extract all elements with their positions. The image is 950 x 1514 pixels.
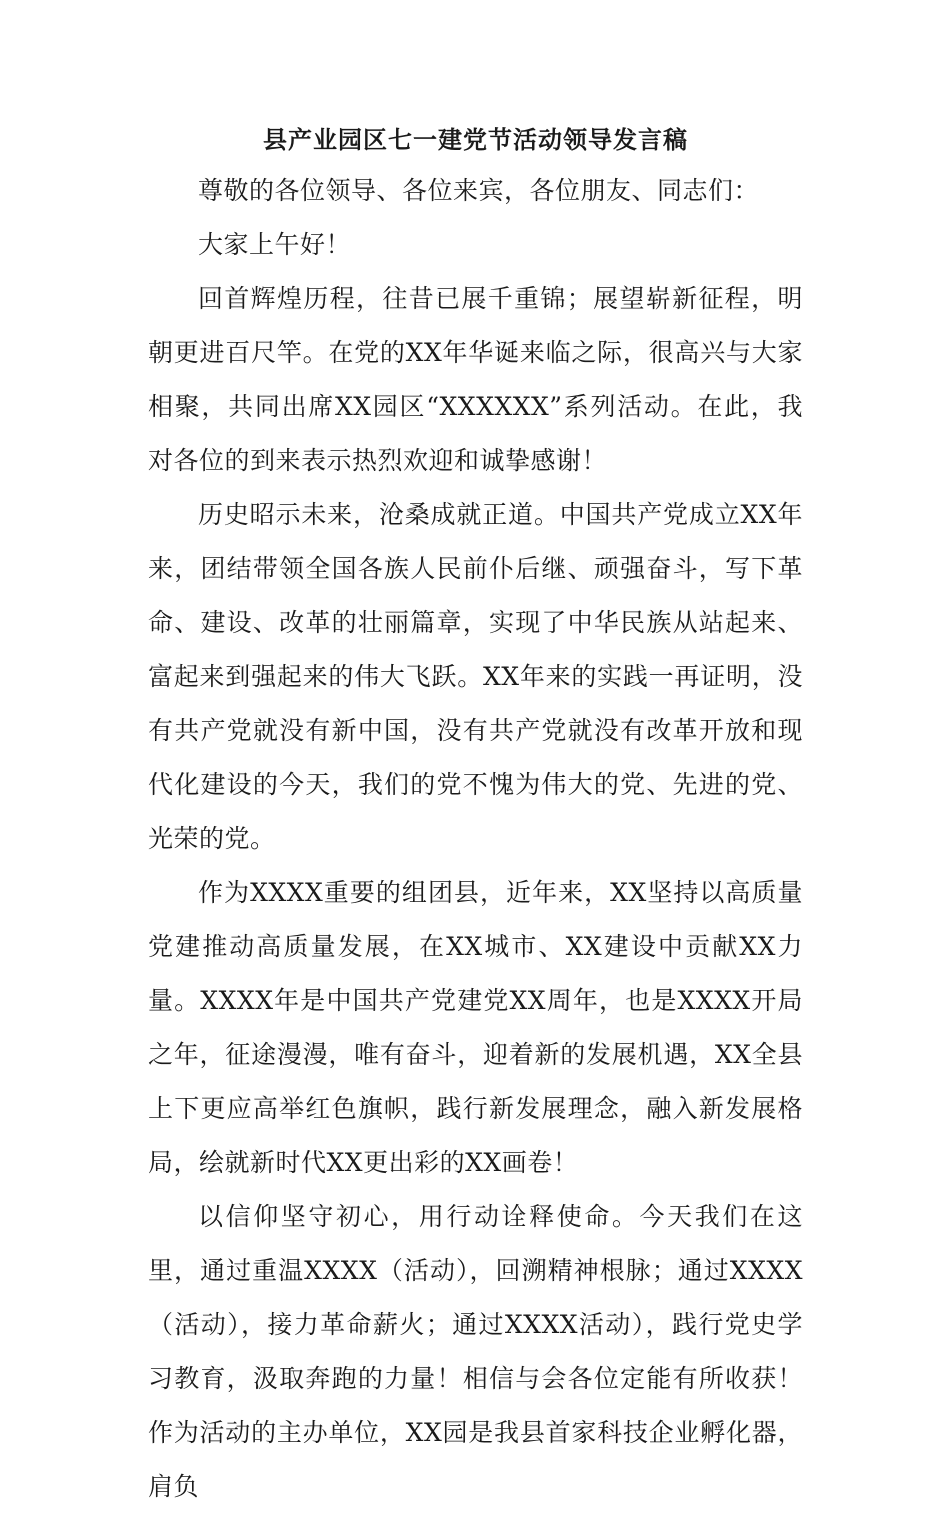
body-paragraph: 历史昭示未来，沧桑成就正道。中国共产党成立XX年来，团结带领全国各族人民前仆后继、顽强奋斗，写下革命、建设、改革的壮丽篇章，实现了中华民族从站起来、富起来到强起来的伟大飞跃。XX年来的实践一再证明，没有共产党就没有新中国，没有共产党就没有改革开放和现代化建设的今天，我们的党不愧为伟大的党、先进的党、光荣的党。: [148, 500, 803, 853]
greeting-paragraph: 大家上午好！: [198, 230, 352, 259]
body-paragraph: 以信仰坚守初心，用行动诠释使命。今天我们在这里，通过重温XXXX（活动），回溯精神根脉；通过XXXX（活动），接力革命薪火；通过XXXX活动），践行党史学习教育，汲取奔跑的力量！相信与会各位定能有所收获！作为活动的主办单位，XX园是我县首家科技企业孵化器，肩负: [148, 1202, 803, 1501]
document-body: [148, 118, 803, 1514]
salutation-paragraph: 尊敬的各位领导、各位来宾，各位朋友、同志们：: [198, 176, 760, 205]
body-paragraph: 作为XXXX重要的组团县，近年来，XX坚持以高质量党建推动高质量发展，在XX城市、XX建设中贡献XX力量。XXXX年是中国共产党建党XX周年，也是XXXX开局之年，征途漫漫，唯有奋斗，迎着新的发展机遇，XX全县上下更应高举红色旗帜，践行新发展理念，融入新发展格局，绘就新时代XX更出彩的XX画卷！: [148, 878, 803, 1177]
document-title: 县产业园区七一建党节活动领导发言稿: [263, 125, 688, 154]
body-paragraph: 回首辉煌历程，往昔已展千重锦；展望崭新征程，明朝更进百尺竿。在党的XX年华诞来临之际，很高兴与大家相聚，共同出席XX园区“XXXXXX”系列活动。在此，我对各位的到来表示热烈欢迎和诚挚感谢！: [148, 284, 803, 475]
